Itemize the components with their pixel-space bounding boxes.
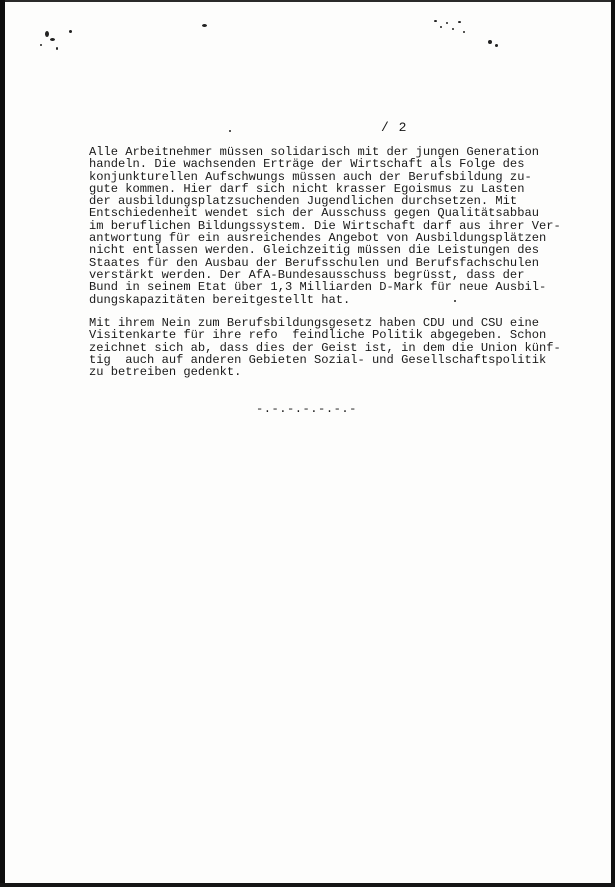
text-line: Staates für den Ausbau der Berufsschulen und Berufsfachschulen (89, 255, 539, 270)
text-line: verstärkt werden. Der AfA-Bundesausschuss begrüsst, dass der (89, 267, 525, 282)
text-line: Mit ihrem Nein zum Berufsbildungsgesetz haben CDU und CSU eine (89, 316, 539, 330)
text-line: tig auch auf anderen Gebieten Sozial- und Gesellschaftspolitik (89, 352, 547, 367)
text-line: dungskapazitäten bereitgestellt hat. (89, 292, 351, 307)
scan-speck (69, 30, 72, 33)
text-line: handeln. Die wachsenden Erträge der Wirtschaft als Folge des (89, 157, 525, 172)
scan-edge-right (611, 0, 615, 887)
scan-speck (50, 38, 55, 41)
scan-speck (463, 31, 465, 33)
scan-speck (452, 28, 454, 30)
scan-edge-bottom (0, 883, 615, 887)
scan-speck (488, 40, 492, 44)
text-line: der ausbildungsplatzsuchenden Jugendlichen durchsetzen. Mit (89, 194, 518, 209)
scan-edge-left (0, 0, 5, 887)
text-line: zeichnet sich ab, dass dies der Geist ist, in dem die Union künf- (89, 340, 561, 355)
end-mark: -.-.-.-.-.-.- (256, 402, 357, 416)
scan-speck (45, 31, 49, 37)
paragraph-1 (89, 146, 569, 306)
text-line: konjunkturellen Aufschwungs müssen auch der Berufsbildung zu- (89, 169, 532, 184)
text-line: Alle Arbeitnehmer müssen solidarisch mit der jungen Generation (89, 145, 539, 159)
scan-speck (440, 26, 442, 28)
page-number: / 2 (381, 120, 408, 135)
scan-speck (202, 24, 207, 27)
scan-speck (229, 130, 231, 132)
text-line: gute kommen. Hier darf sich nicht krasser Egoismus zu Lasten (89, 181, 525, 196)
scan-speck (40, 44, 42, 46)
scan-speck (434, 20, 437, 22)
scan-speck (56, 47, 58, 50)
scan-speck (446, 22, 448, 24)
text-line: Visitenkarte für ihre refo feindliche Politik abgegeben. Schon (89, 328, 547, 343)
scan-edge-top (0, 0, 615, 2)
text-line: antwortung für ein ausreichendes Angebot von Ausbildungsplätzen (89, 231, 547, 246)
text-line: nicht entlassen werden. Gleichzeitig müssen die Leistungen des (89, 243, 539, 258)
text-line: im beruflichen Bildungssystem. Die Wirtschaft darf aus ihrer Ver- (89, 218, 561, 233)
scan-speck (458, 21, 461, 23)
text-line: zu betreiben gedenkt. (89, 365, 242, 380)
paragraph-2 (89, 317, 569, 378)
text-line: Entschiedenheit wendet sich der Ausschuss gegen Qualitätsabbau (89, 206, 539, 221)
scan-speck (495, 44, 498, 47)
text-line: Bund in seinem Etat über 1,3 Milliarden D-Mark für neue Ausbil- (89, 280, 547, 295)
